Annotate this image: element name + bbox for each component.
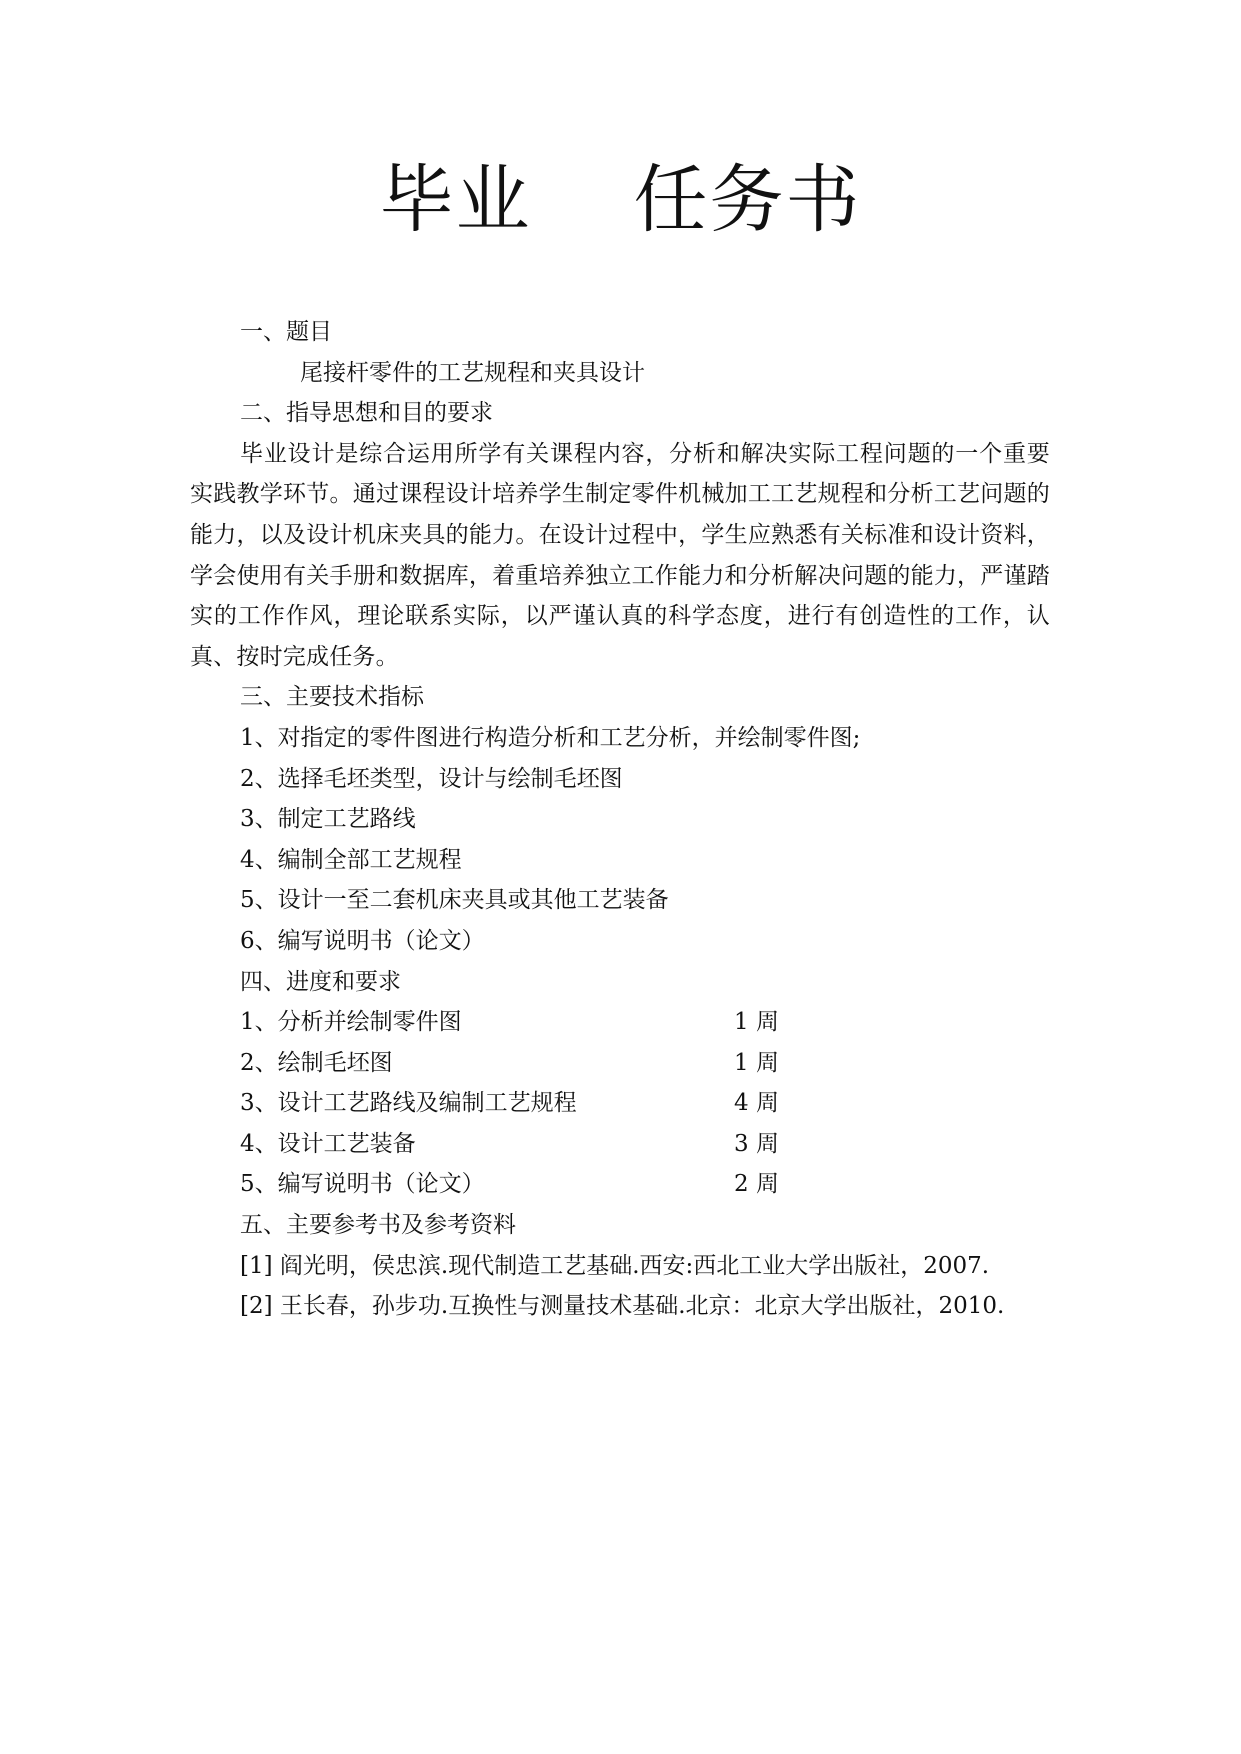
page-title: 毕业 任务书 [379, 157, 862, 243]
reference-item: [2] 王长春，孙步功.互换性与测量技术基础.北京：北京大学出版社，2010. [240, 1293, 1005, 1320]
schedule-task: 1、分析并绘制零件图 [240, 1009, 462, 1036]
section-3-heading: 三、主要技术指标 [240, 684, 424, 711]
section-2-heading: 二、指导思想和目的要求 [240, 400, 493, 427]
schedule-duration: 2 周 [734, 1171, 779, 1198]
tech-item: 4、编制全部工艺规程 [240, 846, 462, 873]
section-1-heading: 一、题目 [240, 319, 332, 345]
schedule-row [190, 1164, 1050, 1205]
schedule-row [190, 1043, 1050, 1084]
section-4-heading: 四、进度和要求 [240, 968, 401, 995]
schedule-duration: 4 周 [734, 1090, 779, 1117]
schedule-task: 2、绘制毛坯图 [240, 1049, 393, 1076]
schedule-task: 4、设计工艺装备 [240, 1130, 416, 1157]
guidance-paragraph: 毕业设计是综合运用所学有关课程内容，分析和解决实际工程问题的一个重要实践教学环节。通过课程设计培养学生制定零件机械加工工艺规程和分析工艺问题的能力，以及设计机床夹具的能力。在设计过程中，学生应熟悉有关标准和设计资料，学会使用有关手册和数据库，着重培养独立工作能力和分析解决问题的能力，严谨踏实的工作作风，理论联系实际，以严谨认真的科学态度，进行有创造性的工作，认真、按时完成任务。 [190, 440, 1050, 670]
schedule-task: 3、设计工艺路线及编制工艺规程 [240, 1090, 577, 1117]
schedule-duration: 3 周 [734, 1130, 779, 1157]
reference-item: [1] 阎光明，侯忠滨.现代制造工艺基础.西安:西北工业大学出版社，2007. [240, 1252, 990, 1279]
schedule-task: 5、编写说明书（论文） [240, 1171, 485, 1198]
tech-item: 6、编写说明书（论文） [240, 927, 485, 954]
schedule-row [190, 1083, 1050, 1124]
tech-item: 1、对指定的零件图进行构造分析和工艺分析，并绘制零件图; [240, 724, 861, 751]
tech-item: 5、设计一至二套机床夹具或其他工艺装备 [240, 887, 669, 914]
tech-item: 3、制定工艺路线 [240, 806, 416, 833]
schedule-row [190, 1002, 1050, 1043]
document-body [190, 312, 1050, 1327]
schedule-row [190, 1124, 1050, 1165]
section-5-heading: 五、主要参考书及参考资料 [240, 1212, 516, 1239]
tech-item: 2、选择毛坯类型，设计与绘制毛坯图 [240, 765, 623, 792]
schedule-duration: 1 周 [734, 1009, 779, 1036]
schedule-duration: 1 周 [734, 1049, 779, 1076]
thesis-topic: 尾接杆零件的工艺规程和夹具设计 [300, 359, 645, 386]
